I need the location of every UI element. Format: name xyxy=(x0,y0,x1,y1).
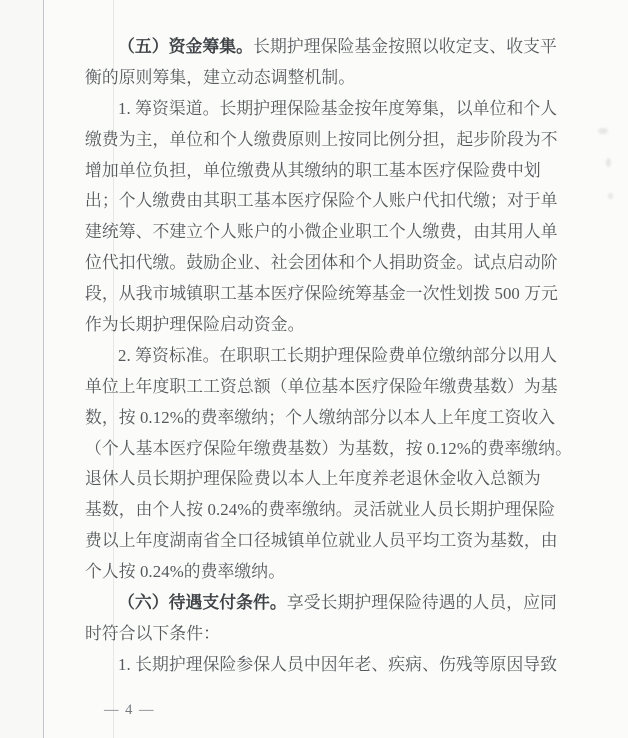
body-text: （个人基本医疗保险年缴费基数）为基数，按 0.12%的费率缴纳。 xyxy=(85,438,573,458)
body-text: 1. 筹资渠道。长期护理保险基金按年度筹集，以单位和个人 xyxy=(118,98,558,118)
document-text-block xyxy=(85,32,573,681)
body-text: 缴费为主，单位和个人缴费原则上按同比例分担，起步阶段为不 xyxy=(85,129,558,149)
document-line xyxy=(85,526,557,557)
scan-smudge xyxy=(598,128,608,134)
document-line xyxy=(85,217,557,248)
body-text: 个人按 0.24%的费率缴纳。 xyxy=(85,562,286,582)
body-text: 退休人员长期护理保险费以本人上年度养老退休金收入总额为 xyxy=(85,469,541,489)
body-text: 建统筹、不建立个人账户的小微企业职工个人缴费，由其用人单 xyxy=(85,222,558,242)
body-text: 1. 长期护理保险参保人员中因年老、疾病、伤残等原因导致 xyxy=(118,654,558,674)
document-line xyxy=(85,186,557,217)
body-text: 2. 筹资标准。在职职工长期护理保险费单位缴纳部分以用人 xyxy=(118,345,558,365)
document-line xyxy=(85,125,557,156)
document-line xyxy=(85,557,557,588)
document-line xyxy=(85,434,573,465)
body-text: 享受长期护理保险待遇的人员，应同 xyxy=(286,593,557,613)
document-line xyxy=(85,588,557,619)
scan-smudge xyxy=(606,158,611,167)
document-line xyxy=(85,310,557,341)
body-text: 长期护理保险基金按照以收定支、收支平 xyxy=(253,37,557,56)
document-line xyxy=(85,156,557,187)
body-text: 基数，由个人按 0.24%的费率缴纳。灵活就业人员长期护理保险 xyxy=(85,500,556,520)
document-line xyxy=(85,403,557,434)
document-line xyxy=(85,495,557,526)
scan-smudge xyxy=(608,193,613,199)
body-text: 位代扣代缴。鼓励企业、社会团体和个人捐助资金。试点启动阶 xyxy=(85,253,558,273)
document-line xyxy=(85,372,557,403)
document-line xyxy=(85,248,557,279)
document-line xyxy=(85,63,557,94)
heading-text: （六）待遇支付条件。 xyxy=(118,593,287,613)
body-text: 时符合以下条件： xyxy=(85,623,221,643)
document-line xyxy=(85,619,557,650)
body-text: 费以上年度湖南省全口径城镇单位就业人员平均工资为基数，由 xyxy=(85,531,558,551)
page-number: — 4 — xyxy=(104,702,155,718)
document-line xyxy=(85,650,557,681)
body-text: 增加单位负担，单位缴费从其缴纳的职工基本医疗保险费中划 xyxy=(85,160,541,180)
heading-text: （五）资金筹集。 xyxy=(118,37,254,56)
scan-edge-line xyxy=(43,0,44,738)
body-text: 单位上年度职工工资总额（单位基本医疗保险年缴费基数）为基 xyxy=(85,376,558,396)
document-line xyxy=(85,341,557,372)
body-text: 段，从我市城镇职工基本医疗保险统筹基金一次性划拨 500 万元 xyxy=(85,284,558,304)
scan-edge-strip xyxy=(0,0,43,738)
body-text: 数，按 0.12%的费率缴纳；个人缴纳部分以本人上年度工资收入 xyxy=(85,407,556,427)
document-line xyxy=(85,94,557,125)
body-text: 作为长期护理保险启动资金。 xyxy=(85,315,305,335)
body-text: 衡的原则筹集，建立动态调整机制。 xyxy=(85,67,356,87)
document-line xyxy=(85,464,557,495)
body-text: 出；个人缴费由其职工基本医疗保险个人账户代扣代缴；对于单 xyxy=(85,191,558,211)
document-line xyxy=(85,279,557,310)
document-line xyxy=(85,32,557,63)
